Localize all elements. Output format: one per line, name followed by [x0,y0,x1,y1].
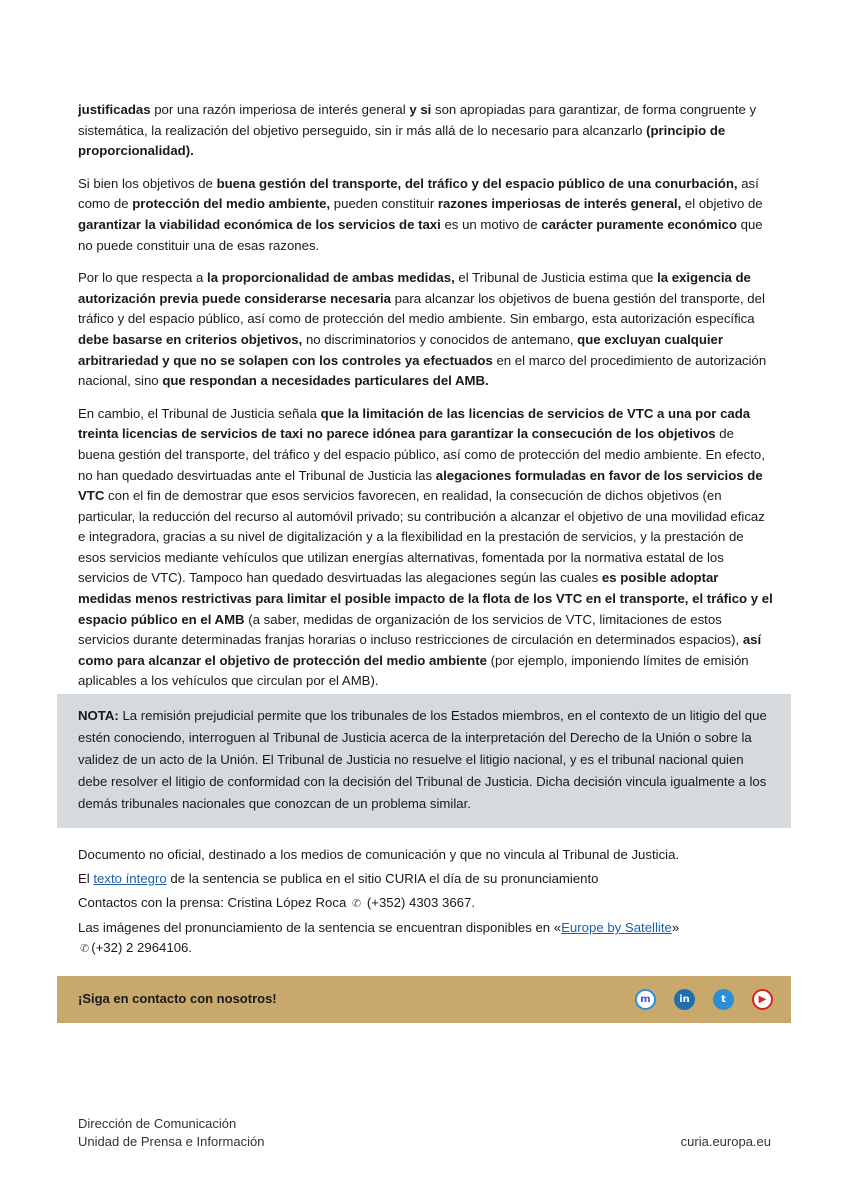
paragraph-1 [78,100,774,162]
note-label: NOTA: [78,708,119,723]
phone-icon: ✆ [351,898,362,910]
bold-run: (principio de proporcionalidad). [78,122,726,159]
paragraph-2 [78,174,774,256]
bold-run: es posible adoptar medidas menos restrictivas para limitar el posible impacto de la flota de los VTC en el transporte, el tráfico y el espacio público en el AMB [78,570,773,627]
images-line [78,918,778,959]
text-run: En cambio, el Tribunal de Justicia señala [78,405,321,421]
main-content [78,100,774,704]
footer-site[interactable]: curia.europa.eu [680,1134,771,1149]
full-text-prefix: El [78,871,94,886]
full-text-suffix: de la sentencia se publica en el sitio CURIA el día de su pronunciamiento [166,871,599,886]
ebs-link[interactable]: Europe by Satellite [561,920,672,935]
linkedin-icon[interactable]: in [674,989,695,1010]
paragraph-4 [78,404,774,692]
press-contact-line [78,893,778,914]
images-prefix: Las imágenes del pronunciamiento de la sentencia se encuentran disponibles en « [78,920,562,935]
text-run: pueden constituir [330,196,438,212]
text-run: Por lo que respecta a [78,270,208,286]
text-run: el Tribunal de Justicia estima que [454,270,658,286]
bold-run: debe basarse en criterios objetivos, [78,331,303,347]
footer-line-2: Unidad de Prensa e Información [78,1134,265,1149]
text-run: para alcanzar los objetivos de buena gestión del transporte, del tráfico y del espacio público, así como de protección del medio ambiente. Sin embargo, esta autorización específica [78,290,765,327]
social-links [635,989,773,1010]
note-box [57,694,791,828]
bold-run: y si [409,102,432,117]
text-run: Si bien los objetivos de [78,175,217,191]
bold-run: protección del medio ambiente, [132,196,331,212]
bold-run: garantizar la viabilidad económica de los servicios de taxi [78,216,441,232]
bold-run: que excluyan cualquier arbitrariedad y que no se solapen con los controles ya efectuados [78,331,724,368]
bold-run: que respondan a necesidades particulares del AMB. [162,373,489,389]
text-run: en el marco del procedimiento de autorización nacional, sino [78,352,767,389]
twitter-icon[interactable]: t [713,989,734,1010]
footer-department [78,1115,264,1151]
bold-run: la exigencia de autorización previa puede considerarse necesaria [78,270,751,306]
text-run: es un motivo de [440,216,542,232]
youtube-icon[interactable]: ▶ [752,989,773,1010]
text-run: que no puede constituir una de esas razones. [78,216,763,253]
text-run: (por ejemplo, imponiendo límites de emisión aplicables a los vehículos que circulan por el AMB). [78,652,749,689]
note-body: La remisión prejudicial permite que los tribunales de los Estados miembros, en el contexto de un litigio del que estén conociendo, interroguen al Tribunal de Justicia acerca de la interpretación del Derecho de la Unión o sobre la validez de un acto de la Unión. El Tribunal de Justicia no resuelve el litigio nacional, y es el tribunal nacional quien debe resolver el litigio de conformidad con la decisión del Tribunal de Justicia. Dicha decisión vincula igualmente a los demás tribunales nacionales que conozcan de un problema similar. [78,708,767,811]
disclaimer: Documento no oficial, destinado a los medios de comunicación y que no vincula al Tribunal de Justicia. [78,847,680,862]
text-run: con el fin de demostrar que esos servicios favorecen, en realidad, la consecución de dichos objetivos (en particular, la reducción del recurso al automóvil privado; su contribución a alcanzar el objetivo de una movilidad eficaz e integradora, gracias a su nivel de digitalización y a la flexibilidad en la prestación de servicios, y la prestación de esos servicios mediante vehículos que utilizan energías alternativas, fomentada por la normativa estatal de los servicios de VTC). Tampoco han quedado desvirtuadas las alegaciones según las cuales [78,488,765,586]
bold-run: que la limitación de las licencias de servicios de VTC a una por cada treinta licencias de servicios de taxi no parece idónea para garantizar la consecución de los objetivos [78,405,751,442]
text-run: así como de [78,175,759,212]
bold-run: alegaciones formuladas en favor de los servicios de VTC [78,467,763,504]
mastodon-icon[interactable]: m [635,989,656,1010]
footer-line-1: Dirección de Comunicación [78,1116,237,1131]
contact-bar [57,976,791,1023]
ebs-phone: (+32) 2 2964106. [91,940,193,955]
bold-run: buena gestión del transporte, del tráfico y del espacio público de una conurbación, [216,175,738,191]
text-run: no discriminatorios y conocidos de antemano, [302,331,578,347]
text-run: son apropiadas para garantizar, de forma congruente y sistemática, la realización del objetivo perseguido, sin ir más allá de lo necesario para alcanzarlo [78,102,757,138]
press-phone: (+352) 4303 3667. [363,895,476,910]
press-info [78,845,778,963]
paragraph-3 [78,268,774,392]
phone-icon: ✆ [80,943,90,955]
bold-run: la proporcionalidad de ambas medidas, [207,270,455,286]
text-run: (a saber, medidas de organización de los servicios de VTC, limitaciones de estos servicios durante determinadas franjas horarias o incluso restricciones de circulación en determinados espacios), [78,611,743,648]
text-run: el objetivo de [681,196,763,212]
note-text [78,705,770,815]
full-text-line [78,869,778,889]
press-contact: Contactos con la prensa: Cristina López Roca [78,895,347,910]
bold-run: razones imperiosas de interés general, [437,196,682,212]
bold-run: carácter puramente económico [541,216,737,232]
full-text-link[interactable]: texto íntegro [93,871,167,886]
text-run: por una razón imperiosa de interés general [150,102,410,117]
text-run: de buena gestión del transporte, del tráfico y del espacio público, así como de protección del medio ambiente. En efecto, no han quedado desvirtuadas ante el Tribunal de Justicia las [78,426,765,483]
images-suffix: » [671,920,680,935]
contact-bar-label: ¡Siga en contacto con nosotros! [78,991,277,1006]
bold-run: justificadas [78,102,151,117]
bold-run: así como para alcanzar el objetivo de protección del medio ambiente [78,632,762,668]
